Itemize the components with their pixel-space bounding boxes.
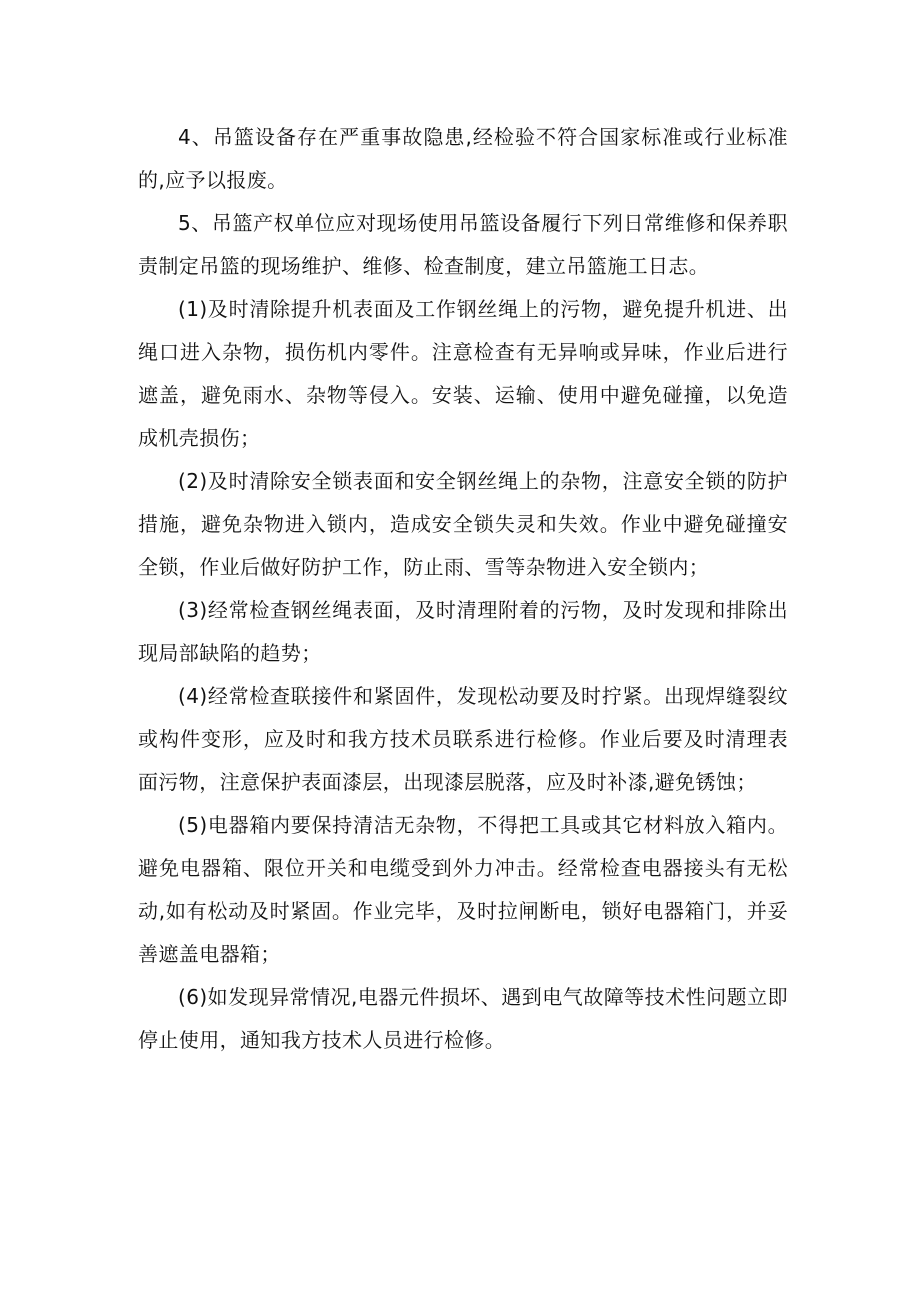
paragraph-subitem-3: (3)经常检查钢丝绳表面，及时清理附着的污物，及时发现和排除出现局部缺陷的趋势； — [138, 598, 788, 665]
paragraph-subitem-2: (2)及时清除安全锁表面和安全钢丝绳上的杂物，注意安全锁的防护措施，避免杂物进入锁内，造成安全锁失灵和失效。作业中避免碰撞安全锁，作业后做好防护工作，防止雨、雪等杂物进入安全锁内； — [138, 469, 788, 579]
paragraph-item-4: 4、吊篮设备存在严重事故隐患,经检验不符合国家标准或行业标准的,应予以报废。 — [138, 125, 788, 192]
paragraph-subitem-1: (1)及时清除提升机表面及工作钢丝绳上的污物，避免提升机进、出绳口进入杂物，损伤机内零件。注意检查有无异响或异味，作业后进行遮盖，避免雨水、杂物等侵入。安装、运输、使用中避免碰撞，以免造成机壳损伤； — [138, 297, 788, 450]
paragraph-subitem-5: (5)电器箱内要保持清洁无杂物，不得把工具或其它材料放入箱内。避免电器箱、限位开关和电缆受到外力冲击。经常检查电器接头有无松动,如有松动及时紧固。作业完毕，及时拉闸断电，锁好电器箱门，并妥善遮盖电器箱； — [138, 813, 788, 966]
paragraph-subitem-4: (4)经常检查联接件和紧固件，发现松动要及时拧紧。出现焊缝裂纹或构件变形，应及时和我方技术员联系进行检修。作业后要及时清理表面污物，注意保护表面漆层，出现漆层脱落，应及时补漆,避免锈蚀； — [138, 684, 788, 794]
paragraph-item-5: 5、吊篮产权单位应对现场使用吊篮设备履行下列日常维修和保养职责制定吊篮的现场维护、维修、检查制度，建立吊篮施工日志。 — [138, 211, 788, 278]
paragraph-subitem-6: (6)如发现异常情况,电器元件损坏、遇到电气故障等技术性问题立即停止使用，通知我方技术人员进行检修。 — [138, 985, 788, 1052]
document-body — [138, 116, 788, 1062]
